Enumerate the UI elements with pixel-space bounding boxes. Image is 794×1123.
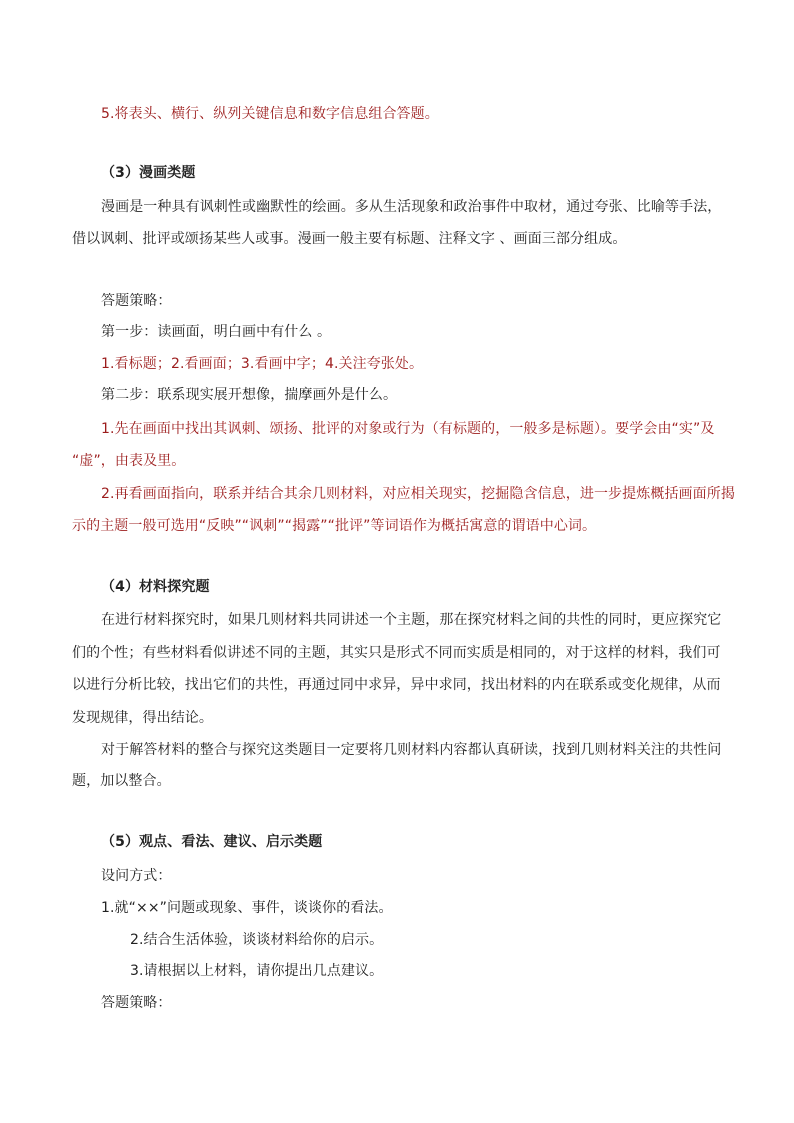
paragraph-line: 借以讽刺、批评或颂扬某些人或事。漫画一般主要有标题、注释文字 、画面三部分组成。 xyxy=(72,231,627,247)
step-one: 第一步：读画面，明白画中有什么 。 xyxy=(101,324,332,340)
ask-label: 设问方式： xyxy=(101,868,172,884)
paragraph-line: 以进行分析比较，找出它们的共性，再通过同中求异，异中求同，找出材料的内在联系或变化规律，从而 xyxy=(72,677,721,693)
paragraph-line: 发现规律，得出结论。 xyxy=(72,710,213,726)
step-one-items: 1.看标题；2.看画面；3.看画中字；4.关注夸张处。 xyxy=(101,356,424,372)
paragraph-line: 题，加以整合。 xyxy=(72,773,171,789)
list-item: 5.将表头、横行、纵列关键信息和数字信息组合答题。 xyxy=(101,106,439,122)
strategy-label: 答题策略： xyxy=(101,293,172,309)
step-two-item-one: “虚”，由表及里。 xyxy=(72,453,186,469)
list-item: 3.请根据以上材料，请你提出几点建议。 xyxy=(130,963,384,979)
list-item: 2.结合生活体验，谈谈材料给你的启示。 xyxy=(130,932,384,948)
paragraph-line: 在进行材料探究时，如果几则材料共同讲述一个主题，那在探究材料之间的共性的同时，更应探究它 xyxy=(101,612,722,628)
strategy-label: 答题策略： xyxy=(101,995,172,1011)
step-two-item-two: 示的主题一般可选用“反映”“讽刺”“揭露”“批评”等词语作为概括寓意的谓语中心词。 xyxy=(72,518,597,534)
section-heading-material: （4）材料探究题 xyxy=(101,579,210,595)
list-item: 1.就“××”问题或现象、事件，谈谈你的看法。 xyxy=(101,900,393,916)
step-two: 第二步：联系现实展开想像，揣摩画外是什么。 xyxy=(101,387,398,403)
step-two-item-one: 1.先在画面中找出其讽刺、颂扬、批评的对象或行为（有标题的，一般多是标题）。要学会由“实”及 xyxy=(101,421,715,437)
section-heading-cartoon: （3）漫画类题 xyxy=(101,165,196,181)
paragraph-line: 对于解答材料的整合与探究这类题目一定要将几则材料内容都认真研读，找到几则材料关注的共性问 xyxy=(101,742,722,758)
step-two-item-two: 2.再看画面指向，联系并结合其余几则材料，对应相关现实，挖掘隐含信息，进一步提炼概括画面所揭 xyxy=(101,486,735,502)
paragraph-line: 们的个性；有些材料看似讲述不同的主题，其实只是形式不同而实质是相同的，对于这样的材料，我们可 xyxy=(72,645,721,661)
section-heading-opinion: （5）观点、看法、建议、启示类题 xyxy=(101,834,323,850)
paragraph-line: 漫画是一种具有讽刺性或幽默性的绘画。多从生活现象和政治事件中取材，通过夸张、比喻等手法， xyxy=(101,199,722,215)
